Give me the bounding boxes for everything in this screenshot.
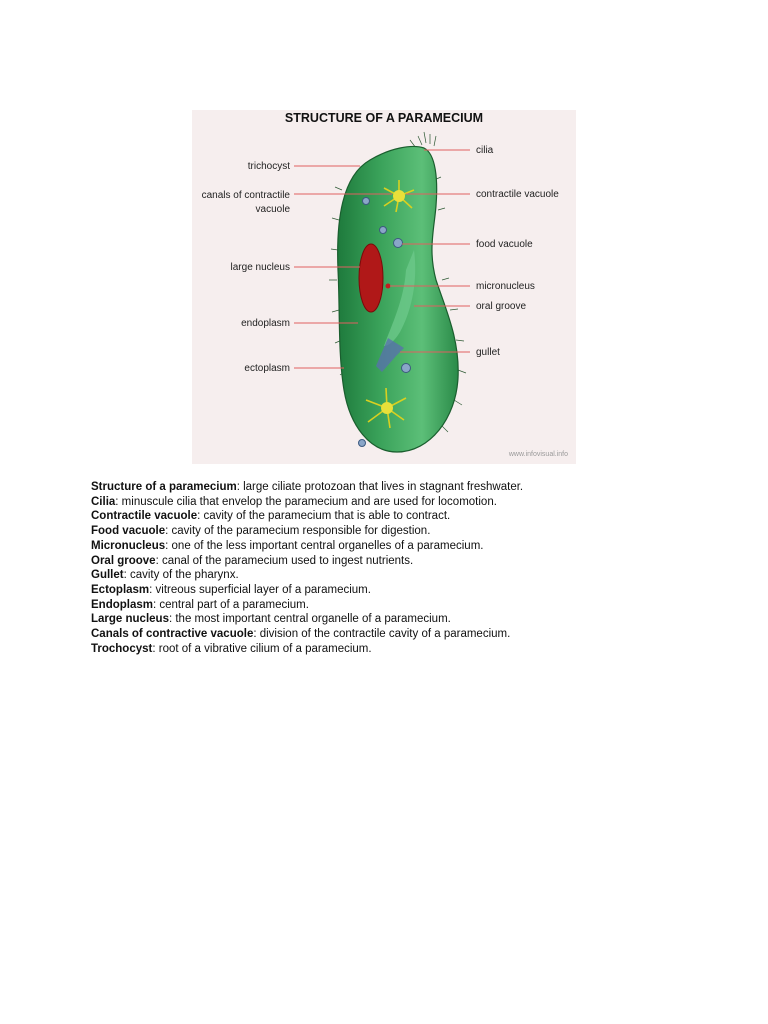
definition-term: Endoplasm [91, 598, 153, 611]
definition-term: Cilia [91, 495, 116, 508]
definition-text: : cavity of the pharynx. [123, 569, 239, 582]
definition-item [91, 583, 691, 598]
label-food-vacuole: food vacuole [476, 239, 533, 250]
definition-text: : root of a vibrative cilium of a paramecium. [152, 642, 372, 655]
definitions-list [91, 480, 691, 656]
definition-item [91, 524, 691, 539]
definition-item [91, 568, 691, 583]
definition-item [91, 495, 691, 510]
label-oral-groove: oral groove [476, 301, 527, 312]
definition-item [91, 539, 691, 554]
label-canals-line2: vacuole [255, 204, 290, 215]
definition-term: Structure of a paramecium [91, 481, 237, 493]
label-contractile-vacuole: contractile vacuole [476, 189, 559, 200]
paramecium-svg [192, 110, 576, 464]
label-cilia: cilia [476, 145, 494, 156]
definition-item [91, 642, 691, 657]
label-large-nucleus: large nucleus [230, 262, 290, 273]
definition-item [91, 480, 691, 495]
definition-term: Contractile vacuole [91, 510, 198, 523]
paramecium-diagram [192, 110, 576, 464]
definition-text: : canal of the paramecium used to ingest nutrients. [155, 554, 414, 567]
definition-text: : cavity of the paramecium that is able to contract. [197, 510, 451, 523]
watermark: www.infovisual.info [508, 451, 568, 458]
definition-term: Canals of contractive vacuole [91, 628, 254, 641]
label-trichocyst: trichocyst [247, 161, 290, 172]
definition-term: Micronucleus [91, 539, 166, 552]
definition-text: : division of the contractile cavity of a paramecium. [253, 628, 511, 641]
label-endoplasm: endoplasm [241, 318, 290, 329]
definition-term: Oral groove [91, 554, 156, 567]
definition-item [91, 598, 691, 613]
definition-term: Large nucleus [91, 613, 169, 626]
definition-item [91, 627, 691, 642]
definition-term: Food vacuole [91, 525, 166, 538]
definition-text: : vitreous superficial layer of a paramecium. [149, 583, 371, 596]
label-gullet: gullet [476, 347, 500, 358]
diagram-title: STRUCTURE OF A PARAMECIUM [284, 111, 484, 125]
definition-text: : large ciliate protozoan that lives in stagnant freshwater. [236, 481, 524, 493]
definition-text: : central part of a paramecium. [152, 598, 309, 611]
label-ectoplasm: ectoplasm [244, 363, 290, 374]
label-micronucleus: micronucleus [476, 281, 535, 292]
label-canals-line1: canals of contractile [201, 190, 290, 201]
definition-text: : minuscule cilia that envelop the paramecium and are used for locomotion. [115, 495, 497, 508]
definition-text: : one of the less important central organelles of a paramecium. [165, 539, 484, 552]
definition-term: Trochocyst [91, 642, 153, 655]
definition-text: : cavity of the paramecium responsible for digestion. [165, 525, 431, 538]
micronucleus-shape [386, 284, 391, 289]
definition-item [91, 612, 691, 627]
definition-text: : the most important central organelle of a paramecium. [168, 613, 451, 626]
large-nucleus-shape [359, 244, 383, 312]
definition-item [91, 509, 691, 524]
definition-item [91, 554, 691, 569]
definition-term: Gullet [91, 569, 124, 582]
definition-term: Ectoplasm [91, 583, 150, 596]
